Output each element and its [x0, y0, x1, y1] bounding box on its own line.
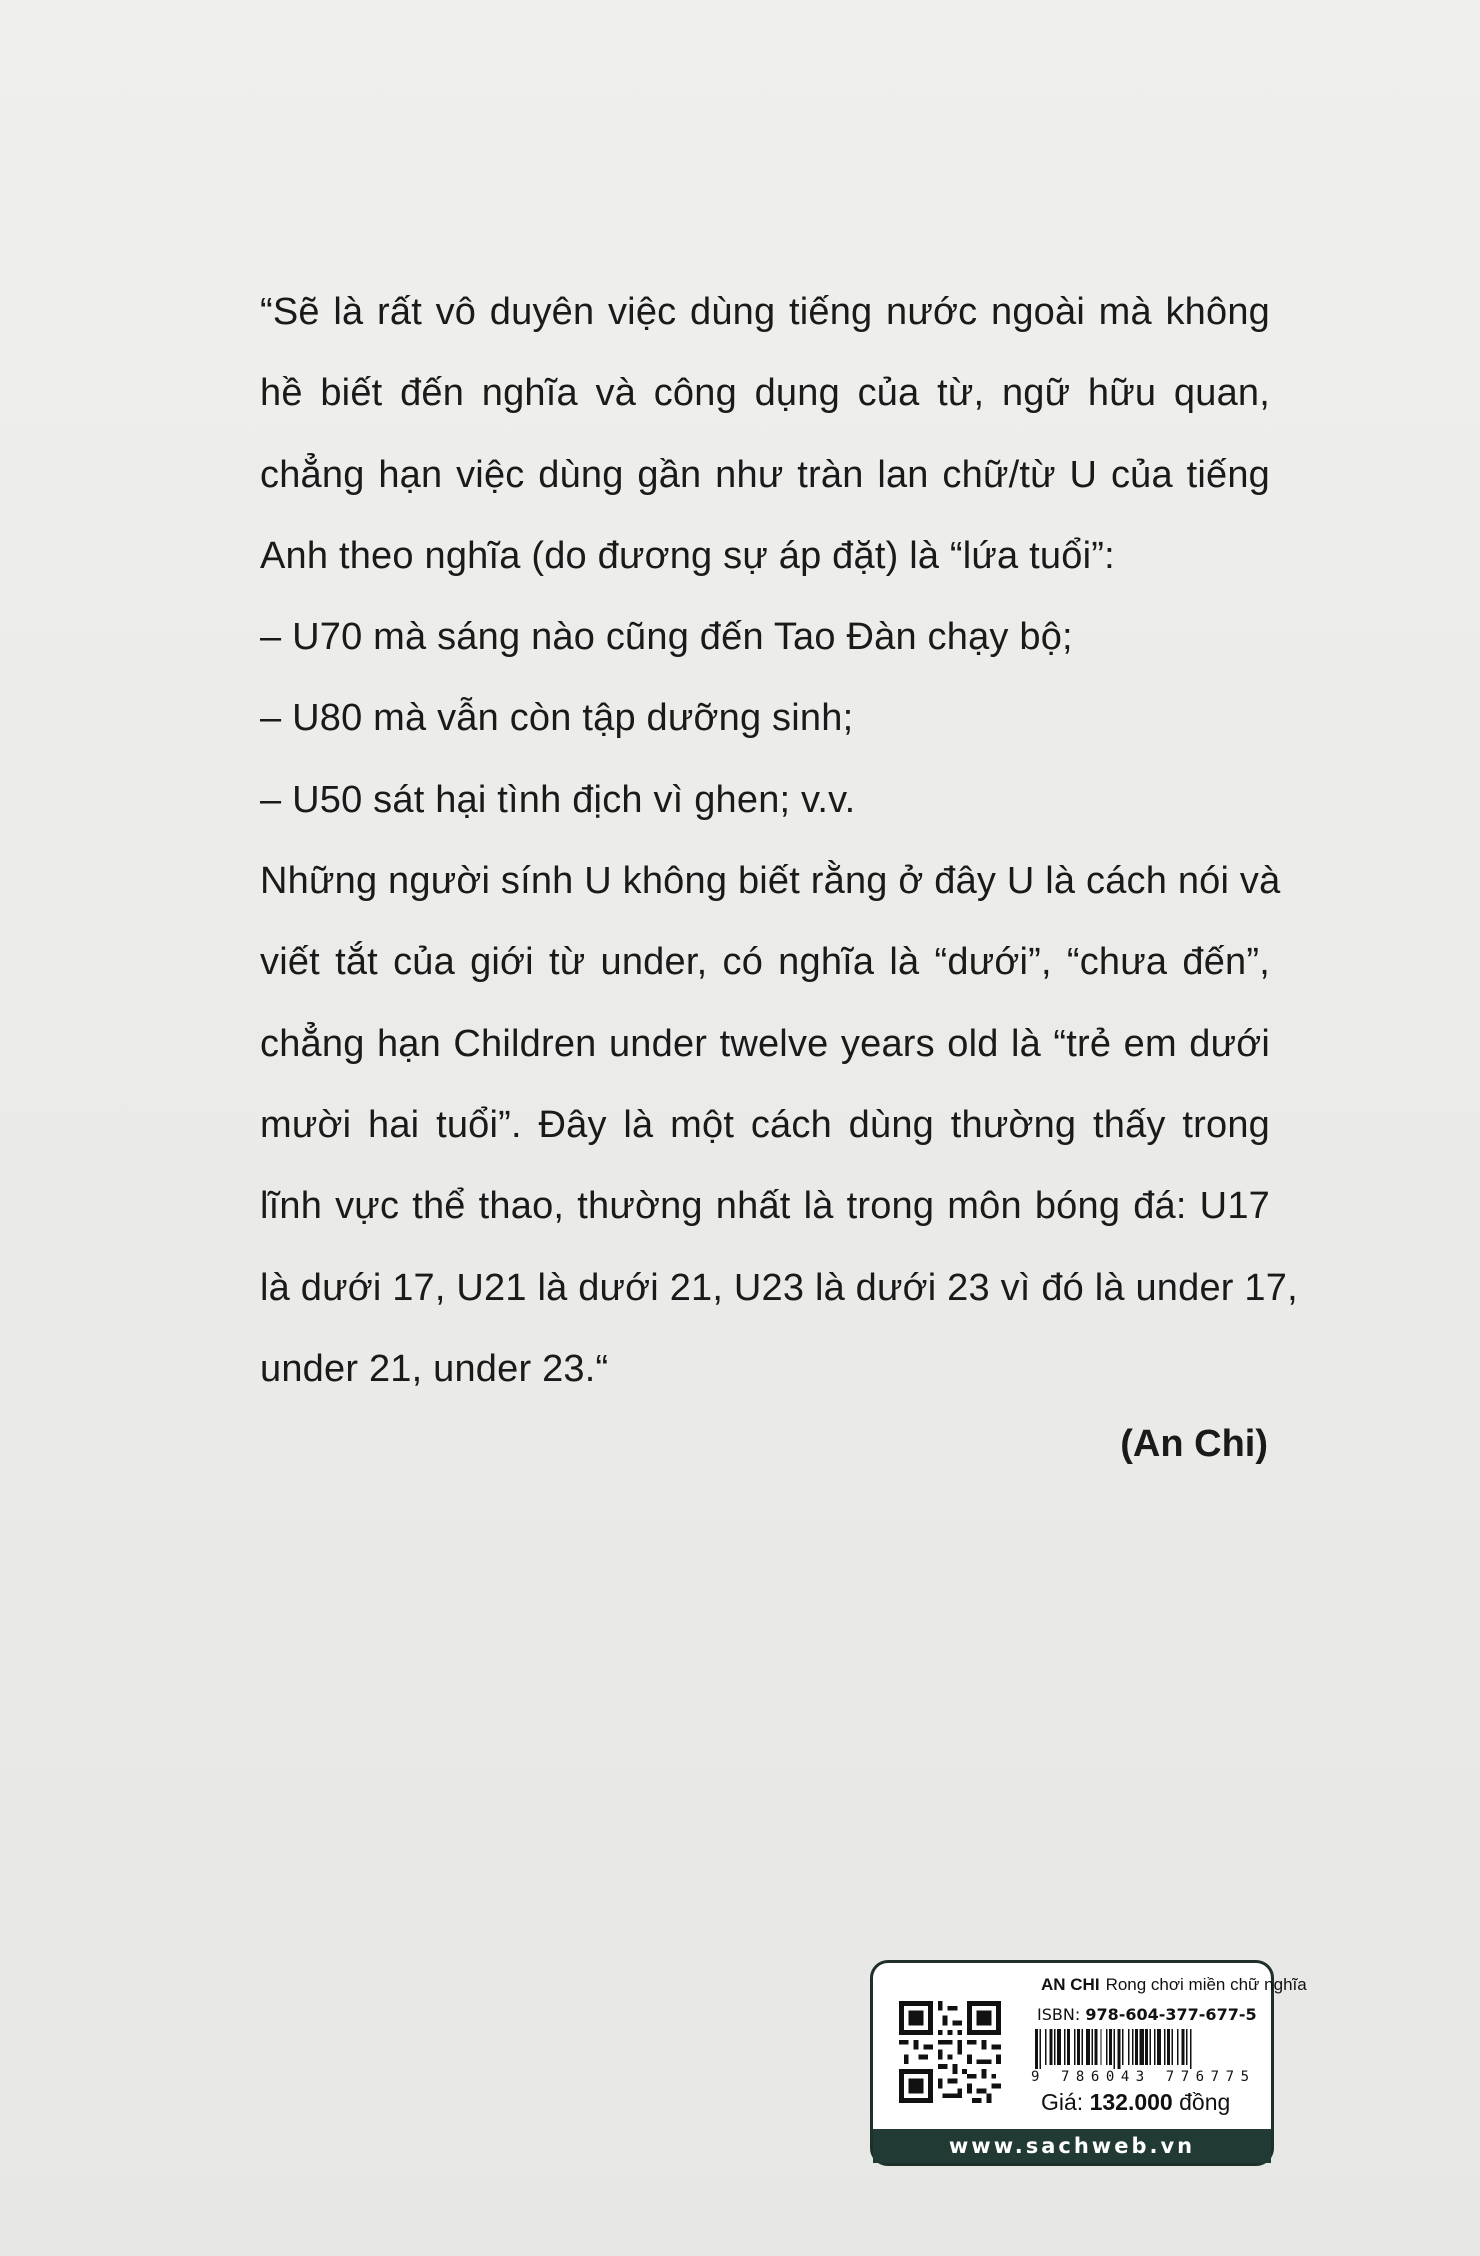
- quote-list-item-u80: – U80 mà vẫn còn tập dưỡng sinh;: [260, 697, 854, 740]
- quote-line-1: “Sẽ là rất vô duyên việc dùng tiếng nước ngoài mà không: [260, 291, 1270, 333]
- price-unit: đồng: [1179, 2089, 1231, 2115]
- barcode-label: [870, 1960, 1307, 2166]
- quote-list-item-u50: – U50 sát hại tình địch vì ghen; v.v.: [260, 778, 856, 821]
- price: [1041, 2089, 1230, 2116]
- quote-line-3: chẳng hạn việc dùng gần như tràn lan chữ/từ U của tiếng: [260, 453, 1270, 496]
- quote-line-9: viết tắt của giới từ under, có nghĩa là “dưới”, “chưa đến”,: [260, 941, 1270, 984]
- qr-code-icon: [899, 2001, 1001, 2103]
- isbn: [1037, 2005, 1257, 2024]
- quote-line-10: chẳng hạn Children under twelve years old là “trẻ em dưới: [260, 1022, 1270, 1065]
- barcode-icon: [1031, 2029, 1251, 2083]
- quote-line-8: Những người sính U không biết rằng ở đây U là cách nói và: [260, 860, 1281, 903]
- book-title: [1041, 1975, 1307, 1995]
- barcode-digits: 9 786043 776775: [1031, 2069, 1249, 2085]
- quote-author: (An Chi): [1120, 1423, 1268, 1465]
- quote-line-4: Anh theo nghĩa (do đương sự áp đặt) là “lứa tuổi”:: [260, 534, 1115, 577]
- website-footer: www.sachweb.vn: [873, 2129, 1271, 2163]
- isbn-number: 978-604-377-677-5: [1085, 2005, 1257, 2024]
- book-author: AN CHI: [1041, 1975, 1100, 1994]
- quote-line-11: mười hai tuổi”. Đây là một cách dùng thường thấy trong: [260, 1103, 1270, 1146]
- quote-line-14: under 21, under 23.“: [260, 1347, 609, 1390]
- book-title-text: Rong chơi miền chữ nghĩa: [1105, 1975, 1307, 1994]
- quote-line-2: hề biết đến nghĩa và công dụng của từ, ngữ hữu quan,: [260, 372, 1270, 415]
- price-amount: 132.000: [1089, 2089, 1173, 2115]
- quote-block: [260, 272, 1298, 1410]
- isbn-label: ISBN:: [1037, 2005, 1081, 2024]
- quote-line-13: là dưới 17, U21 là dưới 21, U23 là dưới 23 vì đó là under 17,: [260, 1266, 1298, 1309]
- quote-line-12: lĩnh vực thể thao, thường nhất là trong môn bóng đá: U17: [260, 1185, 1270, 1228]
- price-label: Giá:: [1041, 2089, 1084, 2115]
- quote-list-item-u70: – U70 mà sáng nào cũng đến Tao Đàn chạy bộ;: [260, 616, 1073, 659]
